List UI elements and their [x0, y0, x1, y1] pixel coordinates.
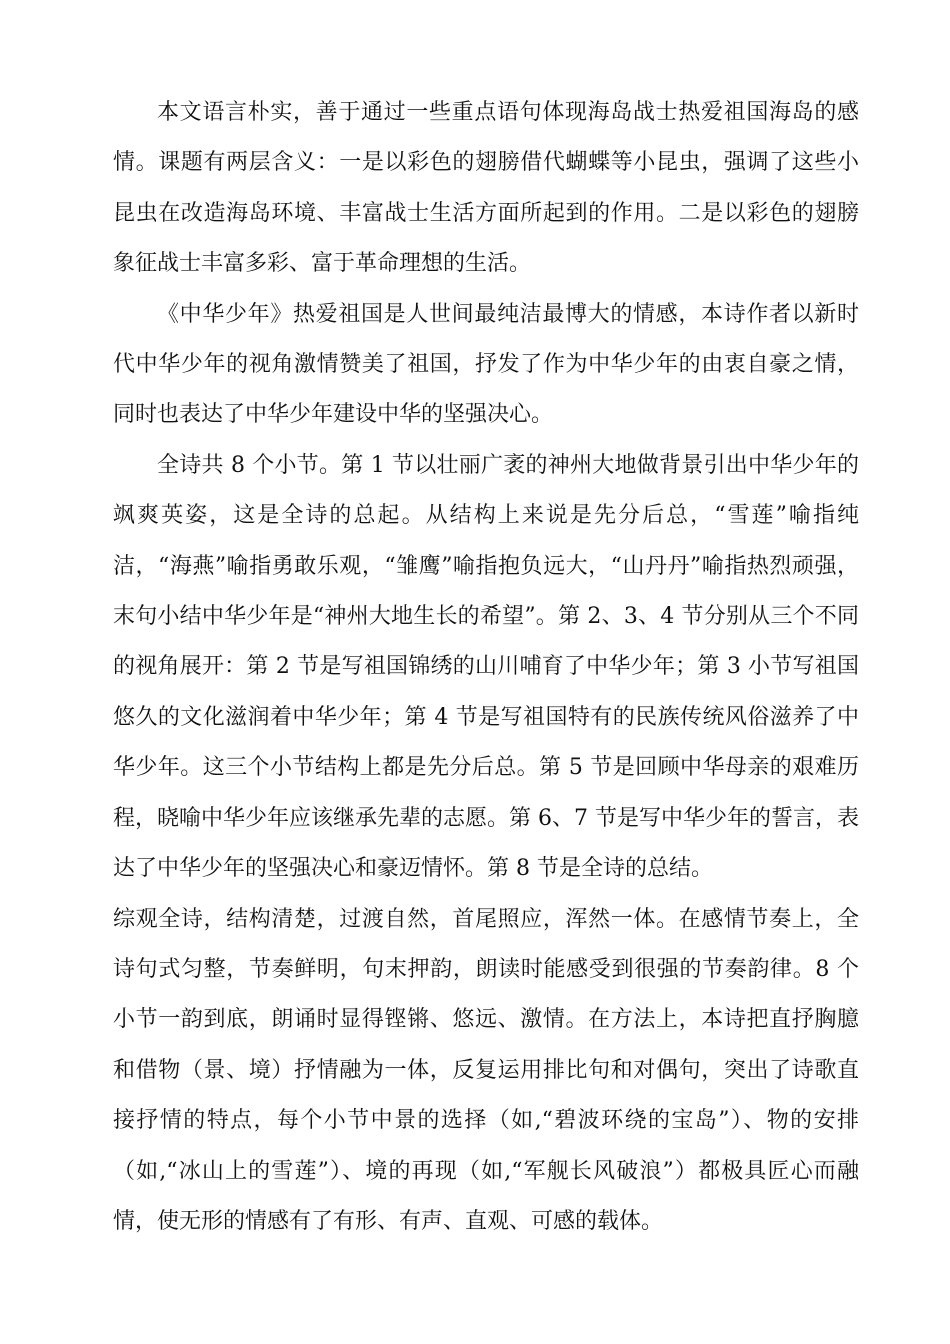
paragraph-poem-structure: 全诗共 8 个小节。第 1 节以壮丽广袤的神州大地做背景引出中华少年的飒爽英姿，这是全诗的总起。从结构上来说是先分后总，“雪莲”喻指纯洁，“海燕”喻指勇敢乐观，“雏鹰”喻指抱负远大，“山丹丹”喻指热烈顽强，末句小结中华少年是“神州大地生长的希望”。第 2、3、4 节分别从三个不同的视角展开：第 2 节是写祖国锦绣的山川哺育了中华少年；第 3 小节写祖国悠久的文化滋润着中华少年；第 4 节是写祖国特有的民族传统风俗滋养了中华少年。这三个小节结构上都是先分后总。第 5 节是回顾中华母亲的艰难历程，晓喻中华少年应该继承先辈的志愿。第 6、7 节是写中华少年的誓言，表达了中华少年的坚强决心和豪迈情怀。第 8 节是全诗的总结。 [113, 452, 859, 882]
paragraph-poem-summary: 综观全诗，结构清楚，过渡自然，首尾照应，浑然一体。在感情节奏上，全诗句式匀整，节奏鲜明，句末押韵，朗读时能感受到很强的节奏韵律。8 个小节一韵到底，朗诵时显得铿锵、悠远、激情。在方法上，本诗把直抒胸臆和借物（景、境）抒情融为一体，反复运用排比句和对偶句，突出了诗歌直接抒情的特点，每个小节中景的选择（如,“碧波环绕的宝岛”）、物的安排（如,“冰山上的雪莲”）、境的再现（如,“军舰长风破浪”）都极具匠心而融情，使无形的情感有了有形、有声、直观、可感的载体。 [113, 906, 859, 1234]
paragraph-colored-wings: 本文语言朴实，善于通过一些重点语句体现海岛战士热爱祖国海岛的感情。课题有两层含义：一是以彩色的翅膀借代蝴蝶等小昆虫，强调了这些小昆虫在改造海岛环境、丰富战士生活方面所起到的作用。二是以彩色的翅膀象征战士丰富多彩、富于革命理想的生活。 [113, 100, 859, 277]
document-page [113, 88, 859, 1247]
paragraph-zhonghua-shaonian-intro: 《中华少年》热爱祖国是人世间最纯洁最博大的情感，本诗作者以新时代中华少年的视角激情赞美了祖国，抒发了作为中华少年的由衷自豪之情，同时也表达了中华少年建设中华的坚强决心。 [113, 301, 859, 428]
